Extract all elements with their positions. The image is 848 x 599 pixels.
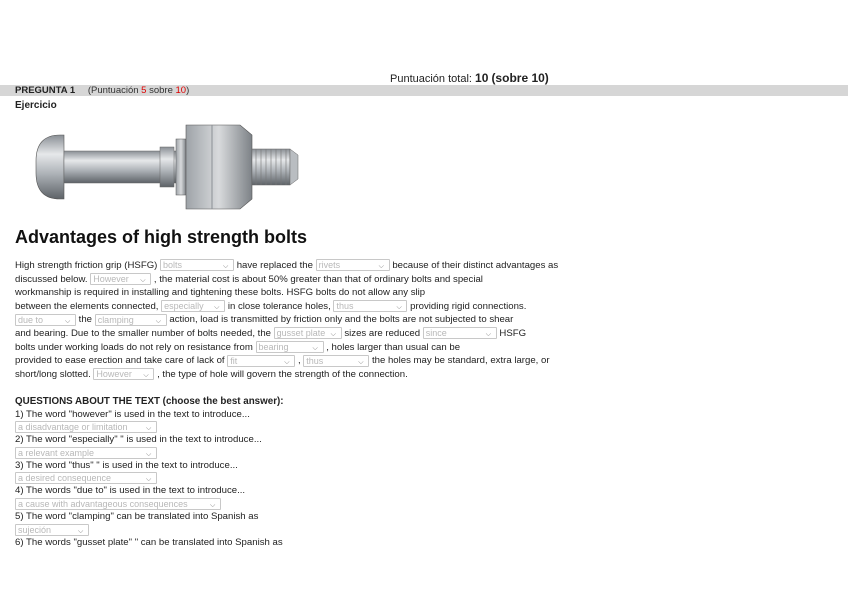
passage-text-segment: High strength friction grip (HSFG) (15, 260, 158, 271)
question-score (88, 85, 189, 96)
blank-select-3[interactable] (90, 273, 151, 285)
chevron-down-icon: ⌵ (140, 277, 146, 285)
questions-section (15, 396, 590, 549)
chevron-down-icon: ⌵ (146, 476, 152, 484)
chevron-down-icon: ⌵ (210, 501, 216, 509)
passage-text-segment: short/long slotted. (15, 368, 91, 380)
chevron-down-icon: ⌵ (330, 331, 336, 339)
passage-text-segment: because of their distinct advantages as (392, 260, 559, 271)
select-value: gusset plate (276, 328, 326, 339)
select-value: a disadvantage or limitation (18, 422, 128, 433)
blank-select-10[interactable] (256, 341, 324, 353)
answer-select-2[interactable] (15, 447, 157, 459)
question-text: 3) The word "thus" " is used in the text to introduce... (15, 459, 238, 471)
answer-row (15, 447, 590, 460)
chevron-down-icon: ⌵ (143, 372, 149, 380)
bolt-image (30, 117, 302, 217)
passage-line (15, 313, 590, 327)
passage-line (15, 368, 590, 382)
answer-select-1[interactable] (15, 421, 157, 433)
select-value: thus (306, 355, 324, 366)
select-value: fit (230, 355, 238, 366)
passage-line (15, 259, 590, 273)
score-open: (Puntuación (87, 85, 139, 96)
select-value: rivets (318, 260, 341, 271)
passage-text-segment: have replaced the (236, 260, 313, 271)
select-value: However (96, 369, 132, 380)
select-value: bearing (258, 342, 289, 353)
chevron-down-icon: ⌵ (378, 263, 384, 271)
blank-select-4[interactable] (161, 300, 225, 312)
passage-text-segment: , the material cost is about 50% greater than that of ordinary bolts and special (153, 273, 483, 285)
chevron-down-icon: ⌵ (65, 317, 71, 325)
exercise-label: Ejercicio (15, 100, 57, 111)
score-mid: sobre (149, 85, 173, 96)
select-value: a cause with advantageous consequences (18, 498, 188, 509)
select-value: bolts (163, 260, 183, 271)
blank-select-7[interactable] (95, 314, 167, 326)
chevron-down-icon: ⌵ (146, 450, 152, 458)
answer-select-5[interactable] (15, 524, 89, 536)
passage-text-segment: sizes are reduced (344, 327, 421, 339)
passage-text-segment: bolts under working loads do not rely on resistance from (15, 341, 253, 353)
chevron-down-icon: ⌵ (396, 304, 402, 312)
passage-line (15, 286, 590, 300)
chevron-down-icon: ⌵ (78, 527, 84, 535)
passage-line (15, 341, 590, 355)
blank-select-9[interactable] (423, 327, 497, 339)
passage-text-segment: HSFG (499, 327, 527, 339)
blank-select-11[interactable] (227, 355, 295, 367)
chevron-down-icon: ⌵ (485, 331, 492, 339)
answer-row (15, 472, 590, 485)
passage-text-segment: the holes may be standard, extra large, or (371, 355, 550, 367)
passage-text-segment: , the type of hole will govern the strength of the connection. (157, 368, 408, 380)
chevron-down-icon: ⌵ (214, 304, 220, 312)
blank-select-1[interactable] (160, 259, 234, 271)
select-value: especially (164, 301, 204, 312)
passage-text-segment: workmanship is required in installing and tightening these bolts. HSFG bolts do not allow any slip (15, 287, 426, 299)
total-score-value: 10 (475, 71, 489, 85)
passage-line (15, 300, 590, 314)
passage-text-segment: action, load is transmitted by friction only and the bolts are not subjected to shear (169, 314, 514, 326)
passage-text-segment: , (297, 355, 301, 367)
select-value: However (93, 274, 129, 285)
select-value: sujeción (18, 524, 52, 535)
answer-row (15, 524, 590, 537)
page-title: Advantages of high strength bolts (15, 227, 308, 247)
passage-line (15, 327, 590, 341)
question-text: 6) The words "gusset plate" " can be translated into Spanish as (15, 536, 283, 548)
passage-line (15, 273, 590, 287)
select-value: since (425, 328, 447, 339)
passage-line (15, 354, 590, 368)
answer-row (15, 498, 590, 511)
answer-select-4[interactable] (15, 498, 221, 510)
answer-select-3[interactable] (15, 472, 157, 484)
chevron-down-icon: ⌵ (312, 345, 318, 353)
blank-select-8[interactable] (274, 327, 342, 339)
blank-select-2[interactable] (316, 259, 390, 271)
passage-text-segment: and bearing. Due to the smaller number of bolts needed, the (15, 327, 271, 339)
chevron-down-icon: ⌵ (358, 358, 364, 366)
passage-text-segment: , holes larger than usual can be (326, 341, 461, 353)
question-text: 2) The word "especially" " is used in the text to introduce... (15, 434, 262, 446)
chevron-down-icon: ⌵ (223, 263, 229, 271)
blank-select-6[interactable] (15, 314, 76, 326)
select-value: a relevant example (18, 447, 95, 458)
passage-text-segment: provided to ease erection and take care of lack of (15, 355, 225, 367)
passage-text-segment: the (78, 314, 93, 326)
passage-text-segment: between the elements connected, (15, 300, 159, 312)
question-text: 4) The words "due to" is used in the text to introduce... (15, 485, 246, 497)
total-score-max: (sobre 10) (491, 71, 549, 85)
score-close: ) (186, 85, 190, 96)
select-value: clamping (97, 314, 134, 325)
select-value: due to (18, 314, 44, 325)
passage-text-segment: providing rigid connections. (410, 300, 527, 312)
blank-select-13[interactable] (93, 368, 154, 380)
questions-heading: QUESTIONS ABOUT THE TEXT (choose the best answer): (15, 396, 284, 407)
question-text: 5) The word "clamping" can be translated into Spanish as (15, 510, 259, 522)
question-text: 1) The word "however" is used in the text to introduce... (15, 408, 250, 420)
score-value: 5 (141, 85, 147, 96)
passage-text-segment: discussed below. (15, 273, 88, 285)
question-number: PREGUNTA 1 (15, 85, 76, 96)
answer-row (15, 421, 590, 434)
passage-text-segment: in close tolerance holes, (227, 300, 331, 312)
chevron-down-icon: ⌵ (284, 358, 290, 366)
score-max: 10 (175, 85, 187, 96)
total-score-label: Puntuación total: (390, 73, 472, 85)
blank-select-5[interactable] (333, 300, 407, 312)
chevron-down-icon: ⌵ (155, 317, 161, 325)
select-value: a desired consequence (18, 473, 112, 484)
chevron-down-icon: ⌵ (146, 425, 152, 433)
select-value: thus (336, 301, 354, 312)
blank-select-12[interactable] (303, 355, 369, 367)
question-header-bar (0, 85, 848, 96)
total-score (390, 71, 549, 85)
passage-text (15, 259, 590, 381)
